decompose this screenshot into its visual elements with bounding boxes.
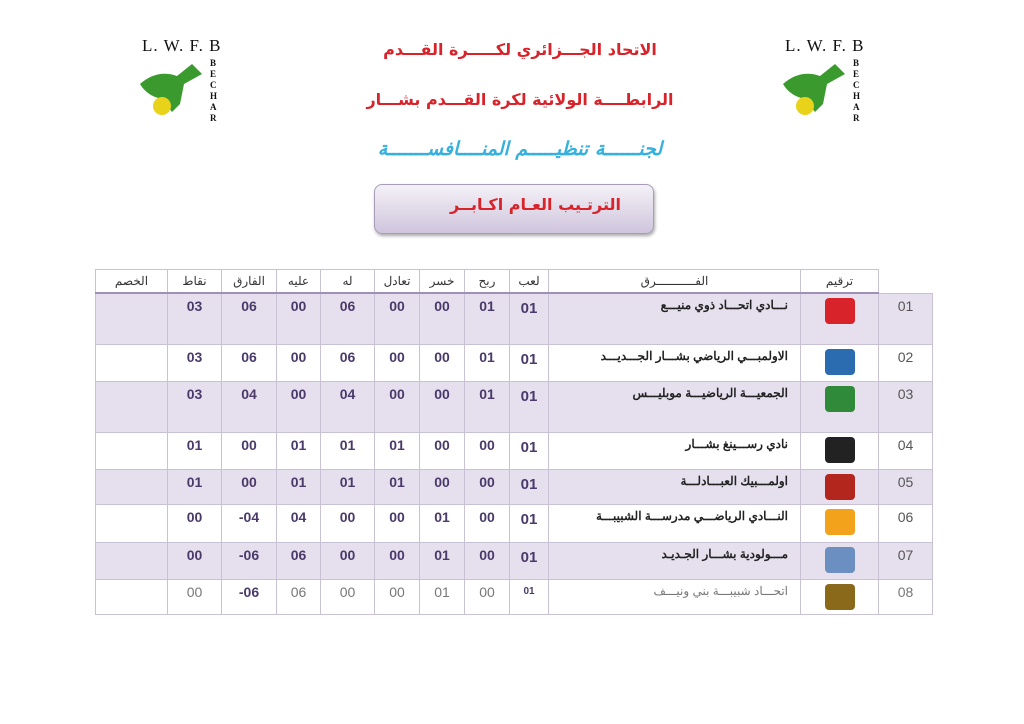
cell-wins: 01 xyxy=(465,293,510,344)
cell-logo xyxy=(801,293,879,344)
cell-for: 06 xyxy=(321,293,375,344)
cell-losses: 00 xyxy=(420,381,465,432)
cell-played: 01 xyxy=(510,432,549,469)
player-logo-icon xyxy=(775,54,851,118)
cell-losses: 00 xyxy=(420,293,465,344)
league-logo-right xyxy=(775,36,875,121)
cell-rank: 01 xyxy=(879,293,933,344)
cell-losses: 01 xyxy=(420,504,465,542)
cell-rank: 04 xyxy=(879,432,933,469)
table-row xyxy=(96,344,933,381)
cell-for: 00 xyxy=(321,579,375,614)
table-row xyxy=(96,381,933,432)
cell-draws: 00 xyxy=(375,504,420,542)
cell-diff: 00 xyxy=(222,432,277,469)
cell-logo xyxy=(801,381,879,432)
cell-team: النـــادي الرياضـــي مدرســـة الشبيبـــة xyxy=(549,504,801,542)
blank-header xyxy=(879,270,933,294)
cell-played: 01 xyxy=(510,504,549,542)
cell-rank: 03 xyxy=(879,381,933,432)
cell-rank: 07 xyxy=(879,542,933,579)
header-row xyxy=(96,270,933,294)
committee-title: لجنــــــة تنظيـــــم المنــــافســـــــة xyxy=(377,138,663,160)
cell-wins: 00 xyxy=(465,432,510,469)
cell-draws: 01 xyxy=(375,469,420,504)
cell-against: 01 xyxy=(277,469,321,504)
table-row xyxy=(96,469,933,504)
cell-draws: 00 xyxy=(375,542,420,579)
cell-wins: 01 xyxy=(465,381,510,432)
team-badge-icon xyxy=(825,584,855,610)
cell-diff: -06 xyxy=(222,579,277,614)
cell-opponent xyxy=(96,542,168,579)
cell-diff: 06 xyxy=(222,293,277,344)
cell-logo xyxy=(801,344,879,381)
cell-opponent xyxy=(96,469,168,504)
col-wins: ربح xyxy=(465,270,510,294)
cell-rank: 06 xyxy=(879,504,933,542)
cell-draws: 00 xyxy=(375,381,420,432)
cell-points: 01 xyxy=(168,469,222,504)
team-badge-icon xyxy=(825,509,855,535)
cell-for: 00 xyxy=(321,504,375,542)
cell-diff: -04 xyxy=(222,504,277,542)
cell-logo xyxy=(801,504,879,542)
cell-played: 01 xyxy=(510,542,549,579)
team-badge-icon xyxy=(825,437,855,463)
cell-against: 06 xyxy=(277,579,321,614)
logo-text: L. W. F. B xyxy=(142,36,222,55)
standings-table xyxy=(95,269,933,615)
col-opponent: الخصم xyxy=(96,270,168,294)
logo-text: L. W. F. B xyxy=(785,36,865,55)
cell-points: 00 xyxy=(168,504,222,542)
cell-opponent xyxy=(96,344,168,381)
cell-diff: 00 xyxy=(222,469,277,504)
cell-team: مـــولودية بشـــار الجـديـد xyxy=(549,542,801,579)
cell-draws: 01 xyxy=(375,432,420,469)
cell-for: 00 xyxy=(321,542,375,579)
cell-diff: -06 xyxy=(222,542,277,579)
cell-for: 06 xyxy=(321,344,375,381)
cell-for: 01 xyxy=(321,432,375,469)
col-points: نقاط xyxy=(168,270,222,294)
cell-team: نادي رســـينغ بشـــار xyxy=(549,432,801,469)
col-for: له xyxy=(321,270,375,294)
cell-losses: 00 xyxy=(420,344,465,381)
cell-diff: 04 xyxy=(222,381,277,432)
cell-team: نـــادي اتحـــاد ذوي منيـــع xyxy=(549,293,801,344)
cell-team: اتحـــاد شبيبـــة بني ونيـــف xyxy=(549,579,801,614)
cell-opponent xyxy=(96,293,168,344)
cell-points: 03 xyxy=(168,381,222,432)
cell-rank: 02 xyxy=(879,344,933,381)
cell-draws: 00 xyxy=(375,293,420,344)
logo-vertical-text: BECHAR xyxy=(210,58,218,123)
cell-played: 01 xyxy=(510,579,549,614)
col-diff: الفارق xyxy=(222,270,277,294)
federation-title: الاتحاد الجـــزائري لكـــــرة القـــدم xyxy=(383,40,657,59)
col-draws: تعادل xyxy=(375,270,420,294)
cell-against: 01 xyxy=(277,432,321,469)
cell-opponent xyxy=(96,381,168,432)
team-badge-icon xyxy=(825,474,855,500)
cell-against: 00 xyxy=(277,344,321,381)
cell-wins: 00 xyxy=(465,579,510,614)
cell-logo xyxy=(801,432,879,469)
cell-against: 00 xyxy=(277,293,321,344)
league-logo-left xyxy=(132,36,232,121)
cell-against: 04 xyxy=(277,504,321,542)
table-row xyxy=(96,432,933,469)
cell-points: 00 xyxy=(168,542,222,579)
cell-points: 03 xyxy=(168,344,222,381)
table-row xyxy=(96,542,933,579)
cell-wins: 00 xyxy=(465,504,510,542)
cell-wins: 01 xyxy=(465,344,510,381)
col-played: لعب xyxy=(510,270,549,294)
player-logo-icon xyxy=(132,54,208,118)
col-team: الفـــــــــــرق xyxy=(549,270,801,294)
cell-played: 01 xyxy=(510,344,549,381)
cell-opponent xyxy=(96,504,168,542)
cell-losses: 00 xyxy=(420,469,465,504)
cell-rank: 08 xyxy=(879,579,933,614)
team-badge-icon xyxy=(825,547,855,573)
cell-for: 01 xyxy=(321,469,375,504)
cell-played: 01 xyxy=(510,469,549,504)
table-row xyxy=(96,504,933,542)
logo-vertical-text: BECHAR xyxy=(853,58,861,123)
cell-against: 06 xyxy=(277,542,321,579)
cell-points: 01 xyxy=(168,432,222,469)
cell-played: 01 xyxy=(510,381,549,432)
table-row xyxy=(96,579,933,614)
cell-logo xyxy=(801,542,879,579)
standings-title-box xyxy=(374,184,654,234)
cell-wins: 00 xyxy=(465,542,510,579)
cell-rank: 05 xyxy=(879,469,933,504)
cell-losses: 01 xyxy=(420,579,465,614)
cell-losses: 01 xyxy=(420,542,465,579)
cell-opponent xyxy=(96,579,168,614)
cell-team: الاولمبـــي الرياضي بشـــار الجـــديـــد xyxy=(549,344,801,381)
cell-team: اولمـــبيك العبـــادلـــة xyxy=(549,469,801,504)
cell-points: 00 xyxy=(168,579,222,614)
table-row xyxy=(96,293,933,344)
standings-title: الترتـيب العـام اكـابــر xyxy=(450,195,621,214)
col-losses: خسر xyxy=(420,270,465,294)
cell-losses: 00 xyxy=(420,432,465,469)
cell-draws: 00 xyxy=(375,579,420,614)
cell-wins: 00 xyxy=(465,469,510,504)
cell-points: 03 xyxy=(168,293,222,344)
team-badge-icon xyxy=(825,349,855,375)
cell-team: الجمعيـــة الرياضيـــة موبليـــس xyxy=(549,381,801,432)
team-badge-icon xyxy=(825,298,855,324)
cell-opponent xyxy=(96,432,168,469)
col-against: عليه xyxy=(277,270,321,294)
cell-logo xyxy=(801,469,879,504)
team-badge-icon xyxy=(825,386,855,412)
cell-diff: 06 xyxy=(222,344,277,381)
cell-logo xyxy=(801,579,879,614)
cell-against: 00 xyxy=(277,381,321,432)
cell-played: 01 xyxy=(510,293,549,344)
league-title: الرابطــــة الولائية لكرة القـــدم بشـــار xyxy=(366,90,674,109)
cell-draws: 00 xyxy=(375,344,420,381)
cell-for: 04 xyxy=(321,381,375,432)
col-rank: ترقيم xyxy=(801,270,879,294)
